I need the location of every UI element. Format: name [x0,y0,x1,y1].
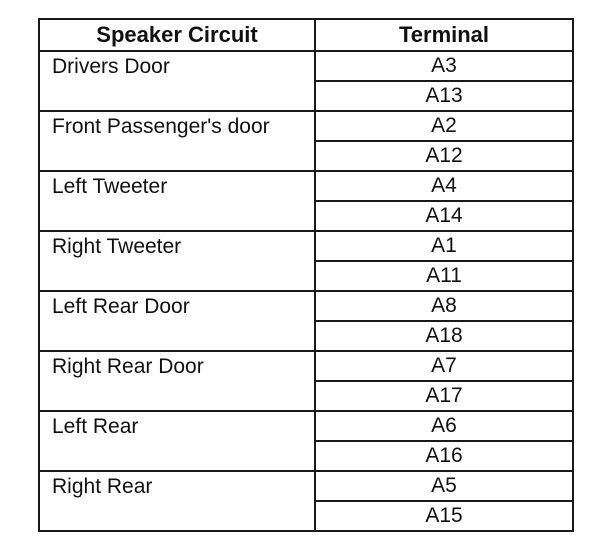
terminal-cell: A5 [315,471,573,501]
terminal-cell: A7 [315,351,573,381]
terminal-cell: A12 [315,141,573,171]
speaker-circuit-cell: Left Rear Door [39,291,315,351]
table-row [39,411,573,441]
terminal-cell: A6 [315,411,573,441]
speaker-circuit-cell: Front Passenger's door [39,111,315,171]
terminal-cell: A11 [315,261,573,291]
speaker-circuit-cell: Drivers Door [39,51,315,111]
terminal-cell: A16 [315,441,573,471]
table-row [39,291,573,321]
terminal-cell: A15 [315,501,573,531]
header-row [39,19,573,51]
header-terminal: Terminal [315,19,573,51]
speaker-circuit-cell: Left Tweeter [39,171,315,231]
speaker-terminal-table-container [38,18,568,532]
terminal-cell: A18 [315,321,573,351]
speaker-terminal-table [38,18,574,532]
table-row [39,51,573,81]
terminal-cell: A4 [315,171,573,201]
table-row [39,231,573,261]
terminal-cell: A17 [315,381,573,411]
table-row [39,471,573,501]
table-row [39,111,573,141]
terminal-cell: A8 [315,291,573,321]
speaker-circuit-cell: Right Rear [39,471,315,531]
terminal-cell: A3 [315,51,573,81]
terminal-cell: A2 [315,111,573,141]
terminal-cell: A14 [315,201,573,231]
speaker-circuit-cell: Right Tweeter [39,231,315,291]
terminal-cell: A13 [315,81,573,111]
header-speaker-circuit: Speaker Circuit [39,19,315,51]
terminal-cell: A1 [315,231,573,261]
table-row [39,171,573,201]
speaker-circuit-cell: Left Rear [39,411,315,471]
speaker-circuit-cell: Right Rear Door [39,351,315,411]
table-row [39,351,573,381]
